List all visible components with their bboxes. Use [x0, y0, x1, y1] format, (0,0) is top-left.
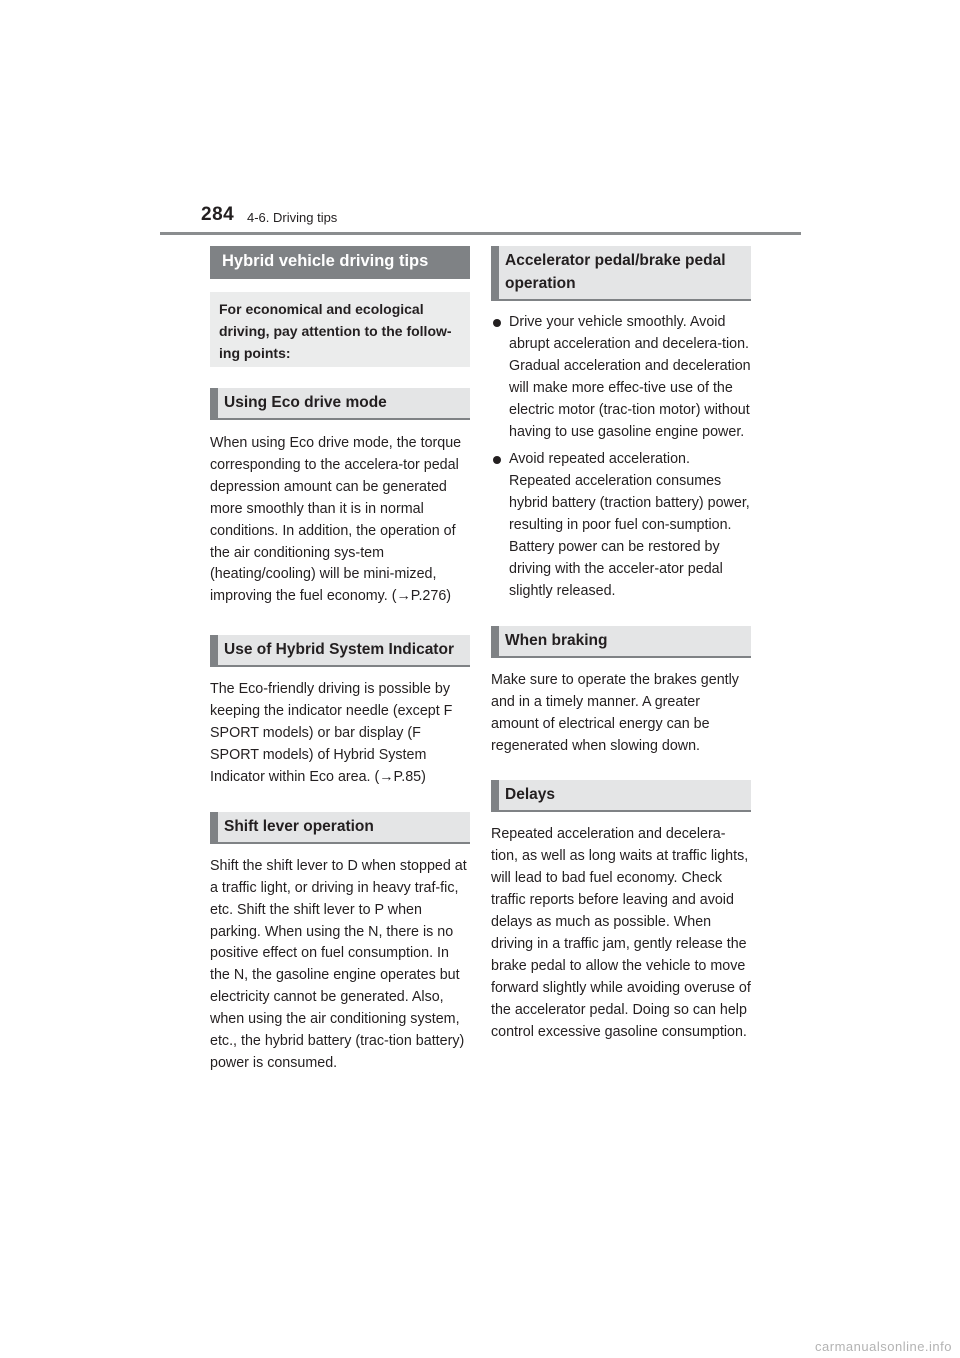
heading-shift-lever: Shift lever operation — [210, 812, 470, 844]
bullet-text: Drive your vehicle smoothly. Avoid abrupt acceleration and decelera-tion. Gradual acceleration and deceleration will make more effec-tive use of the electric motor (trac-tion motor) without having to use gasoline engine power. — [509, 314, 751, 440]
intro-box: For economical and ecological driving, pay attention to the follow-ing points: — [210, 292, 470, 367]
section-label: 4-6. Driving tips — [247, 210, 338, 225]
eco-drive-text: When using Eco drive mode, the torque corresponding to the accelera-tor pedal depression amount can be generated more smoothly than it is in normal conditions. In addition, the operation of the air conditioning sys-tem (heating/cooling) will be mini-mized, improving the fuel economy. (→P.276) — [210, 435, 462, 605]
page-number: 284 — [201, 204, 235, 225]
delays-text: Repeated acceleration and decelera-tion, as well as long waits at traffic lights, will lead to bad fuel economy. Check traffic reports before leaving and avoid delays as much as possible. When driving in a traffic jam, gently release the brake pedal to allow the vehicle to move forward slightly while avoiding overuse of the accelerator pedal. Doing so can help control excessive gasoline consumption. — [491, 826, 751, 1040]
bullet-dot-icon — [493, 319, 501, 327]
header-rule — [160, 232, 801, 235]
right-column — [491, 246, 751, 1043]
hybrid-indicator-text: The Eco-friendly driving is possible by keeping the indicator needle (except F SPORT models) or bar display (F SPORT models) of Hybrid System Indicator within Eco area. (→P.85) — [210, 681, 453, 785]
shift-lever-text: Shift the shift lever to D when stopped at a traffic light, or driving in heavy traf-fic, etc. Shift the shift lever to P when parking. When using the N, there is no positive effect on fuel consumption. In the N, the gasoline engine operates but electricity cannot be generated. Also, when using the air conditioning system, etc., the hybrid battery (trac-tion battery) power is consumed. — [210, 857, 467, 1071]
heading-delays: Delays — [491, 780, 751, 812]
left-column — [210, 246, 470, 1075]
bullet-text: Avoid repeated acceleration. Repeated acceleration consumes hybrid battery (traction battery) power, resulting in poor fuel con-sumption. Battery power can be restored by driving with the acceler-ator pedal slightly released. — [509, 451, 750, 599]
heading-when-braking: When braking — [491, 626, 751, 658]
pedal-bullet-list — [491, 312, 751, 603]
main-title: Hybrid vehicle driving tips — [210, 246, 470, 279]
heading-pedal-operation: Accelerator pedal/brake pedal operation — [491, 246, 751, 301]
watermark: carmanualsonline.info — [815, 1339, 952, 1354]
bullet-item — [491, 449, 751, 602]
heading-eco-drive: Using Eco drive mode — [210, 388, 470, 420]
heading-hybrid-indicator: Use of Hybrid System Indicator — [210, 635, 470, 667]
bullet-dot-icon — [493, 456, 501, 464]
when-braking-text: Make sure to operate the brakes gently and in a timely manner. A greater amount of electrical energy can be regenerated when slowing down. — [491, 671, 739, 754]
bullet-item — [491, 312, 751, 443]
